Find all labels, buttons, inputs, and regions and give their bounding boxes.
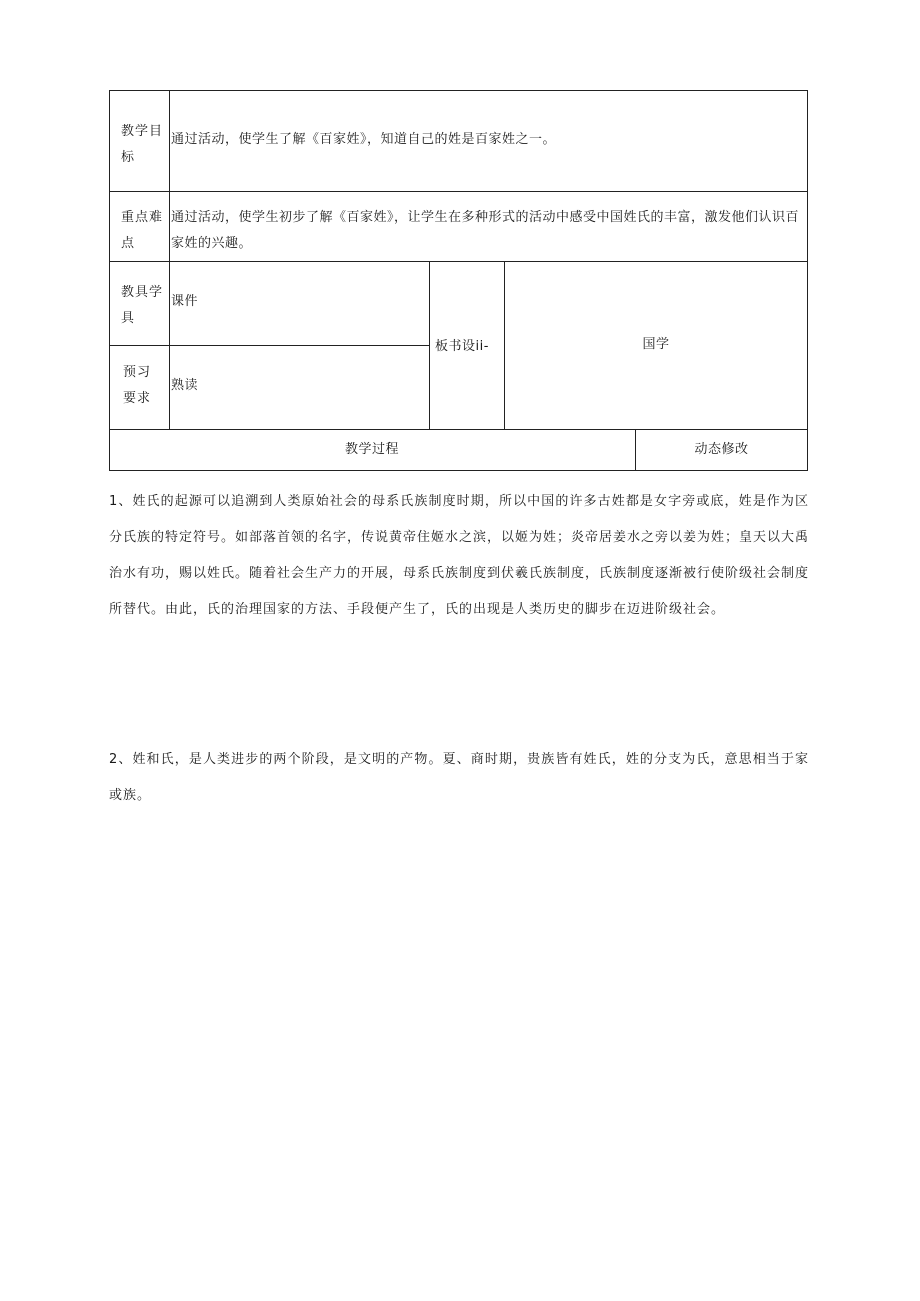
preview-label: 预习要求 bbox=[123, 365, 152, 406]
row-divider-3 bbox=[109, 345, 429, 346]
key-points-label: 重点难点 bbox=[121, 210, 164, 251]
table-border-top bbox=[109, 90, 807, 91]
row-divider-4 bbox=[109, 429, 807, 430]
goal-label: 教学目标 bbox=[121, 124, 164, 165]
table-border-left bbox=[109, 90, 110, 470]
board-column-divider-left bbox=[429, 261, 430, 429]
row-divider-2 bbox=[109, 261, 807, 262]
tools-text: 课件 bbox=[171, 294, 199, 309]
row-divider-1 bbox=[109, 191, 807, 192]
board-design-text: 国学 bbox=[642, 337, 670, 352]
lesson-plan-table bbox=[109, 90, 807, 470]
key-points-text: 通过活动，使学生初步了解《百家姓》，让学生在多种形式的活动中感受中国姓氏的丰富，激发他们认识百家姓的兴趣。 bbox=[171, 210, 800, 251]
dynamic-revision-header: 动态修改 bbox=[694, 442, 749, 457]
preview-text: 熟读 bbox=[171, 378, 199, 393]
body-paragraph-2: 2、姓和氏，是人类进步的两个阶段，是文明的产物。夏、商时期，贵族皆有姓氏，姓的分支为氏，意思相当于家或族。 bbox=[109, 752, 809, 803]
board-design-label: 板书设ii- bbox=[435, 339, 489, 354]
teaching-process-header: 教学过程 bbox=[344, 442, 399, 457]
table-border-right bbox=[807, 90, 808, 471]
goal-text: 通过活动，使学生了解《百家姓》，知道自己的姓是百家姓之一。 bbox=[171, 132, 557, 147]
body-paragraph-1: 1、姓氏的起源可以追溯到人类原始社会的母系氏族制度时期，所以中国的许多古姓都是女字旁或底，姓是作为区分氏族的特定符号。如部落首领的名字，传说黄帝住姬水之滨，以姬为姓；炎帝居姜水之旁以姜为姓；皇天以大禹治水有功，赐以姓氏。随着社会生产力的开展，母系氏族制度到伏羲氏族制度，氏族制度逐渐被行使阶级社会制度所替代。由此，氏的治理国家的方法、手段便产生了，氏的出现是人类历史的脚步在迈进阶级社会。 bbox=[109, 494, 810, 617]
table-border-bottom bbox=[109, 470, 808, 471]
label-column-divider bbox=[169, 90, 170, 429]
tools-label: 教具学具 bbox=[121, 285, 164, 326]
